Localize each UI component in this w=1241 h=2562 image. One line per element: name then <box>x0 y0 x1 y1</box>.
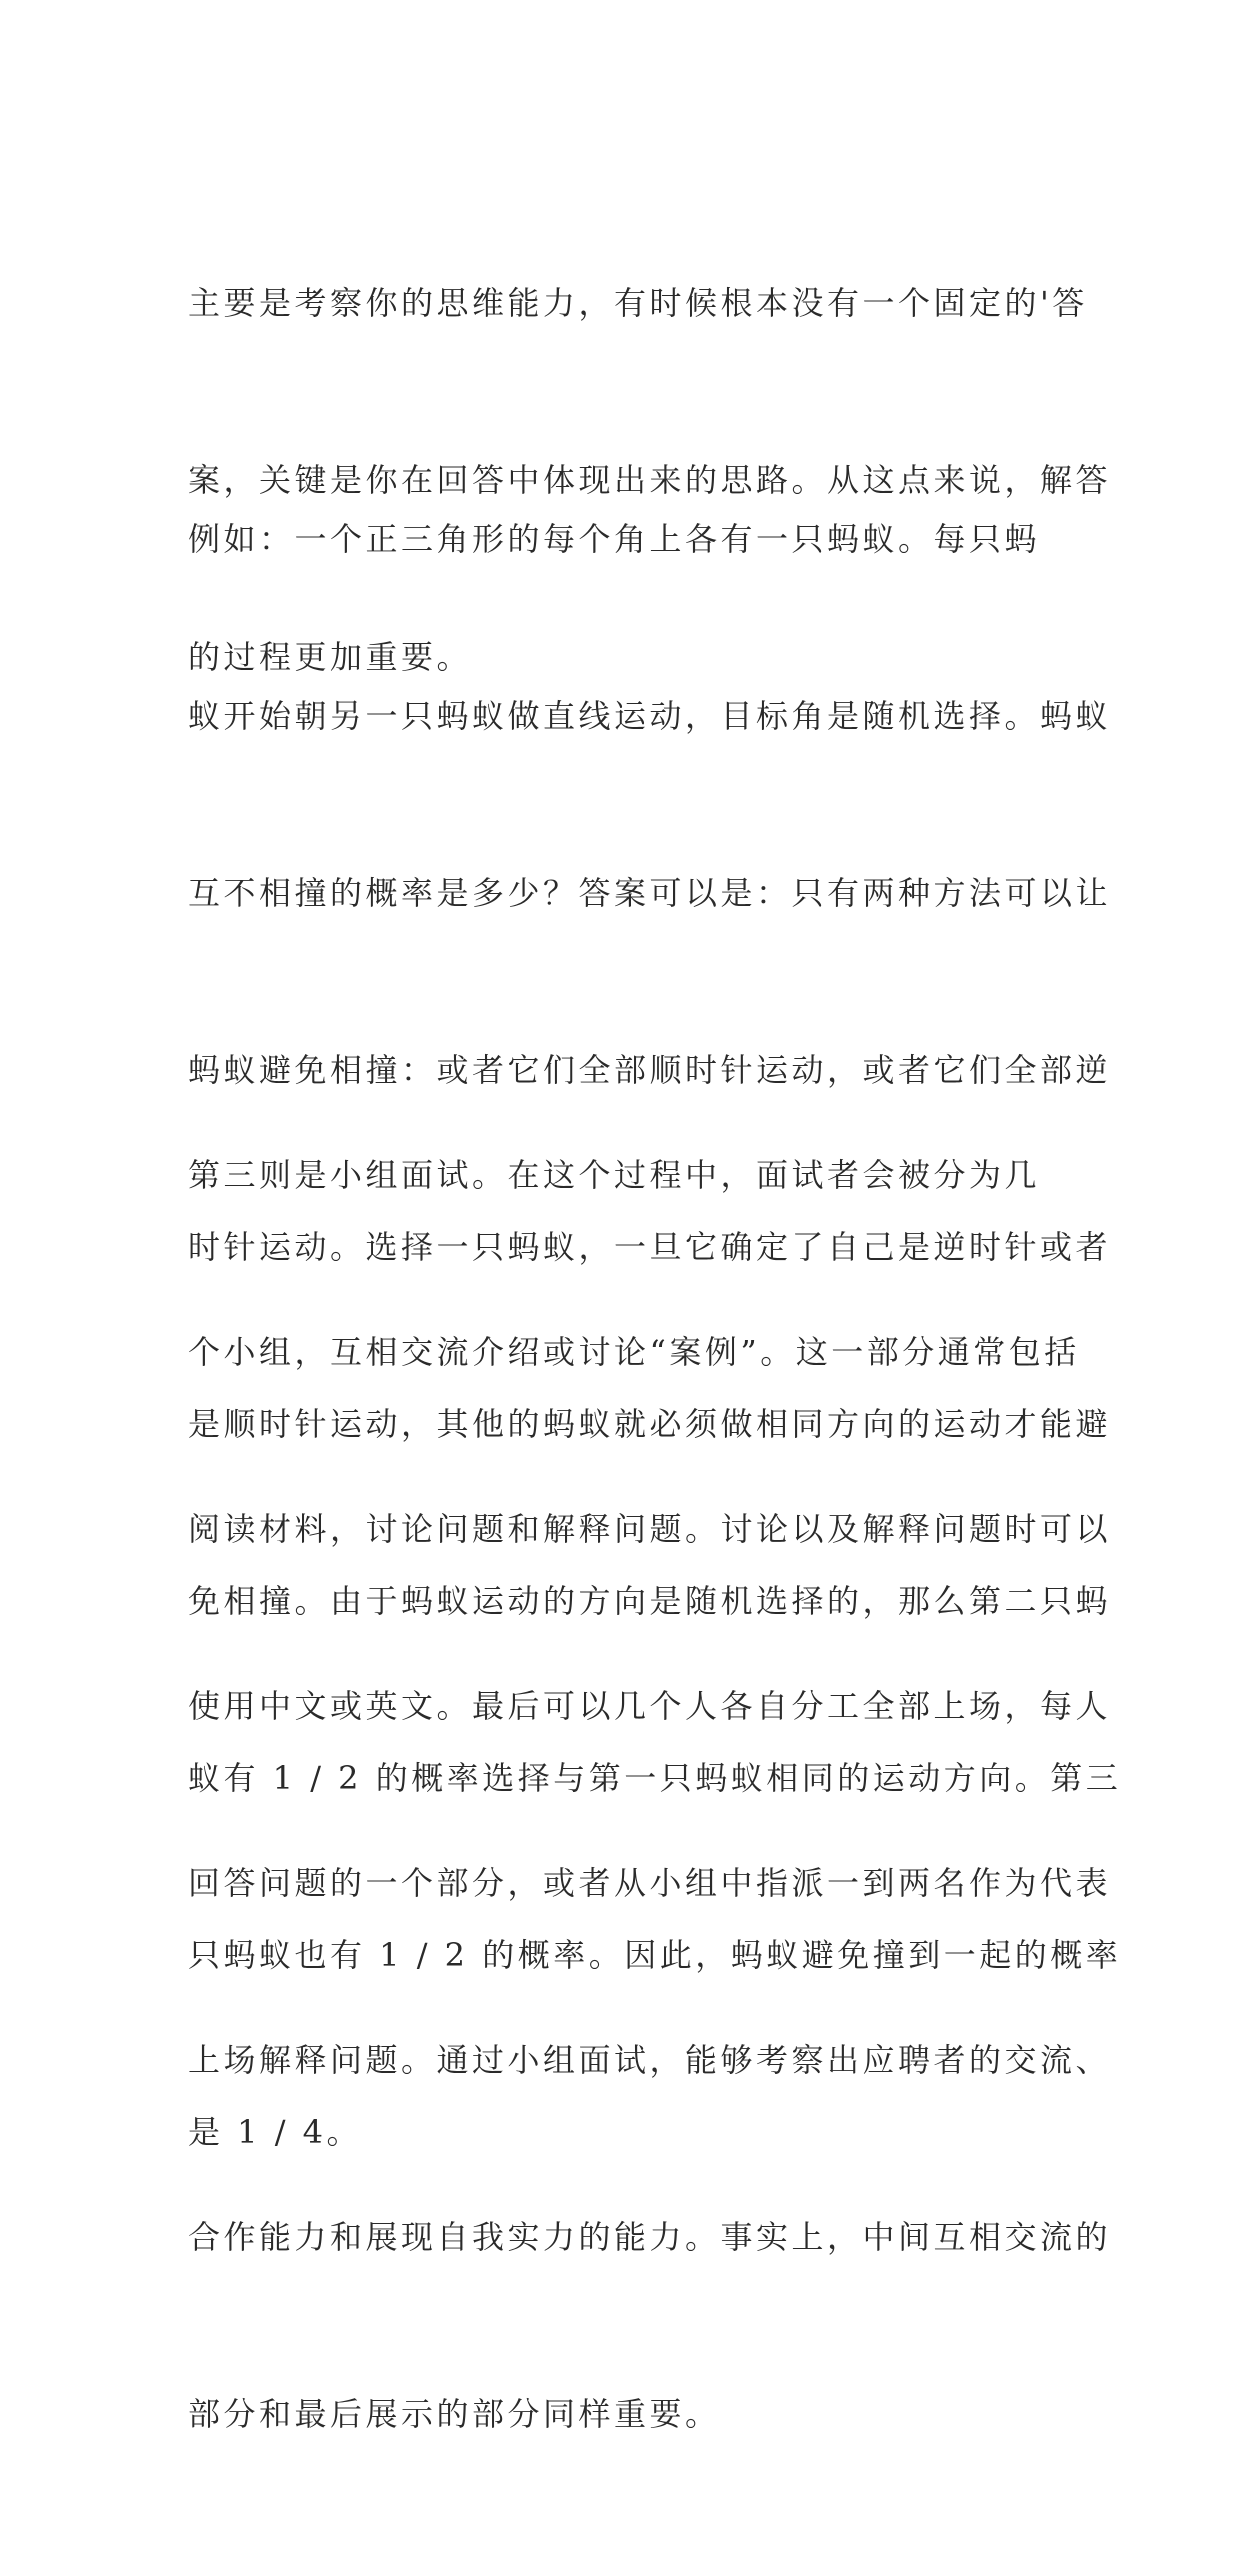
paragraph-line: 合作能力和展现自我实力的能力。事实上，中间互相交流的 <box>188 2218 1112 2256</box>
paragraph-line: 只蚂蚁也有 1 / 2 的概率。因此，蚂蚁避免撞到一起的概率 <box>188 1936 1122 1974</box>
paragraph-line: 互不相撞的概率是多少？答案可以是：只有两种方法可以让 <box>188 874 1112 912</box>
paragraph-line: 例如：一个正三角形的每个角上各有一只蚂蚁。每只蚂 <box>188 520 1041 558</box>
paragraph-line: 个小组，互相交流介绍或讨论“案例”。这一部分通常包括 <box>188 1333 1080 1371</box>
paragraph-line: 主要是考察你的思维能力，有时候根本没有一个固定的'答 <box>188 284 1088 322</box>
paragraph-line: 使用中文或英文。最后可以几个人各自分工全部上场，每人 <box>188 1687 1112 1725</box>
paragraph-line: 蚁开始朝另一只蚂蚁做直线运动，目标角是随机选择。蚂蚁 <box>188 697 1112 735</box>
paragraph-line: 上场解释问题。通过小组面试，能够考察出应聘者的交流、 <box>188 2041 1112 2079</box>
paragraph-line: 蚂蚁避免相撞：或者它们全部顺时针运动，或者它们全部逆 <box>188 1051 1112 1089</box>
paragraph-line: 案，关键是你在回答中体现出来的思路。从这点来说，解答 <box>188 461 1112 499</box>
paragraph-3 <box>188 1028 1122 2562</box>
paragraph-line: 的过程更加重要。 <box>188 638 473 676</box>
paragraph-line: 第三则是小组面试。在这个过程中，面试者会被分为几 <box>188 1156 1041 1194</box>
paragraph-line: 蚁有 1 / 2 的概率选择与第一只蚂蚁相同的运动方向。第三 <box>188 1759 1122 1797</box>
paragraph-line: 回答问题的一个部分，或者从小组中指派一到两名作为代表 <box>188 1864 1112 1902</box>
paragraph-line: 是顺时针运动，其他的蚂蚁就必须做相同方向的运动才能避 <box>188 1405 1112 1443</box>
paragraph-line: 时针运动。选择一只蚂蚁，一旦它确定了自己是逆时针或者 <box>188 1228 1112 1266</box>
paragraph-line: 是 1 / 4。 <box>188 2113 363 2151</box>
paragraph-line: 免相撞。由于蚂蚁运动的方向是随机选择的，那么第二只蚂 <box>188 1582 1112 1620</box>
paragraph-line: 阅读材料，讨论问题和解释问题。讨论以及解释问题时可以 <box>188 1510 1112 1548</box>
paragraph-line: 部分和最后展示的部分同样重要。 <box>188 2395 721 2433</box>
